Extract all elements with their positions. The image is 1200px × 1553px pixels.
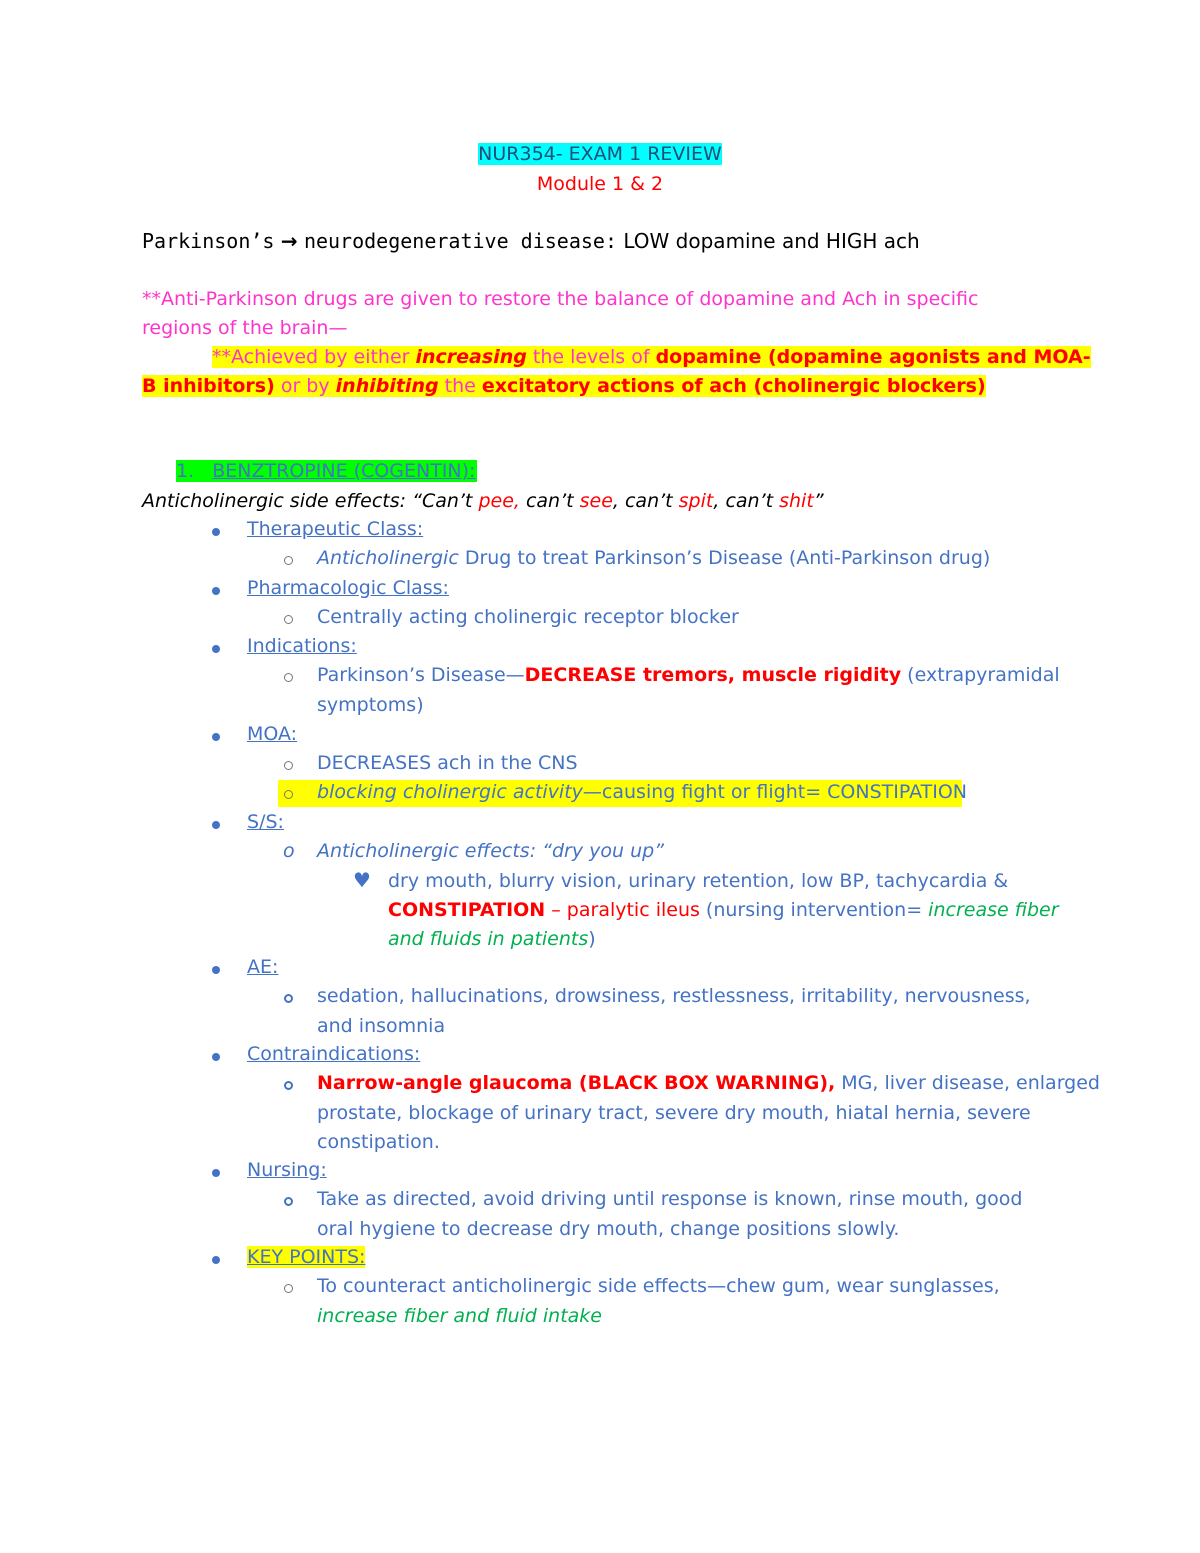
bullet-icon	[212, 1256, 220, 1264]
bullet-icon	[212, 1053, 220, 1061]
se-lead: Anticholinergic side effects: “Can’t	[142, 490, 479, 512]
ss-b2: CONSTIPATION	[388, 899, 546, 921]
contra-detail-3: constipation.	[317, 1131, 440, 1153]
ind-a: Parkinson’s Disease—	[317, 664, 525, 686]
sub-bullet-icon	[284, 673, 293, 682]
bullet-icon	[212, 528, 220, 536]
disease-label: neurodegenerative disease:	[303, 229, 618, 253]
contra-b: MG, liver disease, enlarged	[835, 1072, 1100, 1094]
ss-effects-1: dry mouth, blurry vision, urinary retention, low BP, tachycardia &	[388, 870, 1009, 892]
ae-detail-1: sedation, hallucinations, drowsiness, restlessness, irritability, nervousness,	[317, 985, 1031, 1007]
topic: Parkinson’s	[142, 229, 275, 253]
sub-bullet-icon: o	[283, 840, 295, 862]
moa-b2: —causing fight or flight= CONSTIPATION	[582, 781, 968, 803]
note-line-1b: regions of the brain—	[142, 317, 348, 339]
contra-heading: Contraindications:	[247, 1043, 421, 1065]
indications-detail	[317, 664, 1060, 686]
key-detail-2: increase fiber and fluid intake	[317, 1305, 602, 1327]
se-4: , can’t	[713, 490, 780, 512]
note3-a: B inhibitors)	[142, 375, 275, 397]
sub-bullet-icon	[284, 761, 293, 770]
course-title: NUR354- EXAM 1 REVIEW	[478, 143, 722, 165]
disease-desc: LOW dopamine and HIGH ach	[623, 229, 920, 253]
ss-b7: )	[588, 928, 596, 950]
ss-effects-2	[388, 899, 1059, 921]
drug-number: 1.	[176, 460, 195, 482]
sub-bullet-icon	[284, 556, 293, 565]
se-shit: shit	[779, 490, 814, 512]
ss-b4: (nursing intervention=	[699, 899, 929, 921]
key-points-heading: KEY POINTS:	[247, 1246, 366, 1268]
note2-d: dopamine (dopamine agonists and MOA-	[655, 346, 1091, 368]
ae-heading: AE:	[247, 956, 279, 978]
note2-b: increasing	[415, 346, 527, 368]
nursing-detail-2: oral hygiene to decrease dry mouth, change positions slowly.	[317, 1218, 900, 1240]
ind-b: DECREASE tremors, muscle rigidity	[524, 664, 902, 686]
note-line-3	[142, 375, 986, 397]
therapeutic-a: Anticholinergic	[317, 547, 459, 569]
drug-heading	[176, 460, 477, 482]
heart-bullet-icon: ♥	[353, 868, 371, 892]
se-spit: spit	[678, 490, 714, 512]
contra-detail-1	[317, 1072, 1100, 1094]
se-pee: pee,	[478, 490, 520, 512]
note3-b: or by	[274, 375, 336, 397]
contra-a: Narrow-angle glaucoma (BLACK BOX WARNING),	[317, 1072, 836, 1094]
drug-name: BENZTROPINE (COGENTIN):	[212, 460, 476, 482]
note3-c: inhibiting	[335, 375, 439, 397]
moa-heading: MOA:	[247, 723, 298, 745]
contra-detail-2: prostate, blockage of urinary tract, severe dry mouth, hiatal hernia, severe	[317, 1102, 1031, 1124]
ss-b6: and fluids in patients	[388, 928, 589, 950]
therapeutic-heading: Therapeutic Class:	[247, 518, 424, 540]
bullet-icon	[212, 645, 220, 653]
ss-heading: S/S:	[247, 811, 284, 833]
ss-detail: Anticholinergic effects: “dry you up”	[317, 840, 665, 862]
pharm-heading: Pharmacologic Class:	[247, 577, 449, 599]
module-subtitle: Module 1 & 2	[536, 173, 664, 195]
se-2: can’t	[519, 490, 580, 512]
bullet-icon	[212, 587, 220, 595]
sub-bullet-icon	[284, 1197, 293, 1206]
key-detail-1: To counteract anticholinergic side effects—chew gum, wear sunglasses,	[317, 1275, 1000, 1297]
pharm-detail: Centrally acting cholinergic receptor blocker	[317, 606, 739, 628]
note3-d: the	[438, 375, 482, 397]
sub-bullet-icon	[284, 1081, 293, 1090]
note2-c: the levels of	[526, 346, 656, 368]
note-line-1: **Anti-Parkinson drugs are given to restore the balance of dopamine and Ach in specific	[142, 288, 979, 310]
ss-effects-3	[388, 928, 596, 950]
course-title-line	[0, 143, 1200, 165]
moa-detail-2	[317, 781, 967, 803]
sub-bullet-icon	[284, 790, 293, 799]
se-end: ”	[813, 490, 824, 512]
se-see: see	[579, 490, 613, 512]
sub-bullet-icon	[284, 1284, 293, 1293]
arrow-icon: →	[280, 229, 298, 253]
indications-detail-2: symptoms)	[317, 694, 424, 716]
indications-heading: Indications:	[247, 635, 357, 657]
nursing-detail-1: Take as directed, avoid driving until response is known, rinse mouth, good	[317, 1188, 1023, 1210]
ae-detail-2: and insomnia	[317, 1015, 446, 1037]
therapeutic-detail	[317, 547, 990, 569]
nursing-heading: Nursing:	[247, 1159, 327, 1181]
bullet-icon	[212, 733, 220, 741]
bullet-icon	[212, 821, 220, 829]
note-line-2	[212, 346, 1091, 368]
moa-detail-1: DECREASES ach in the CNS	[317, 752, 578, 774]
se-3: , can’t	[612, 490, 679, 512]
ss-b5: increase fiber	[928, 899, 1059, 921]
bullet-icon	[212, 1169, 220, 1177]
moa-b1: blocking cholinergic activity	[317, 781, 583, 803]
therapeutic-b: Drug to treat Parkinson’s Disease (Anti-Parkinson drug)	[458, 547, 991, 569]
ss-b3: – paralytic ileus	[545, 899, 700, 921]
ind-c: (extrapyramidal	[901, 664, 1060, 686]
sub-bullet-icon	[284, 615, 293, 624]
parkinson-heading	[142, 229, 920, 253]
note2-a: **Achieved by either	[212, 346, 416, 368]
side-effects-line	[142, 490, 824, 512]
note3-e: excitatory actions of ach (cholinergic blockers)	[481, 375, 986, 397]
sub-bullet-icon	[284, 994, 293, 1003]
bullet-icon	[212, 966, 220, 974]
